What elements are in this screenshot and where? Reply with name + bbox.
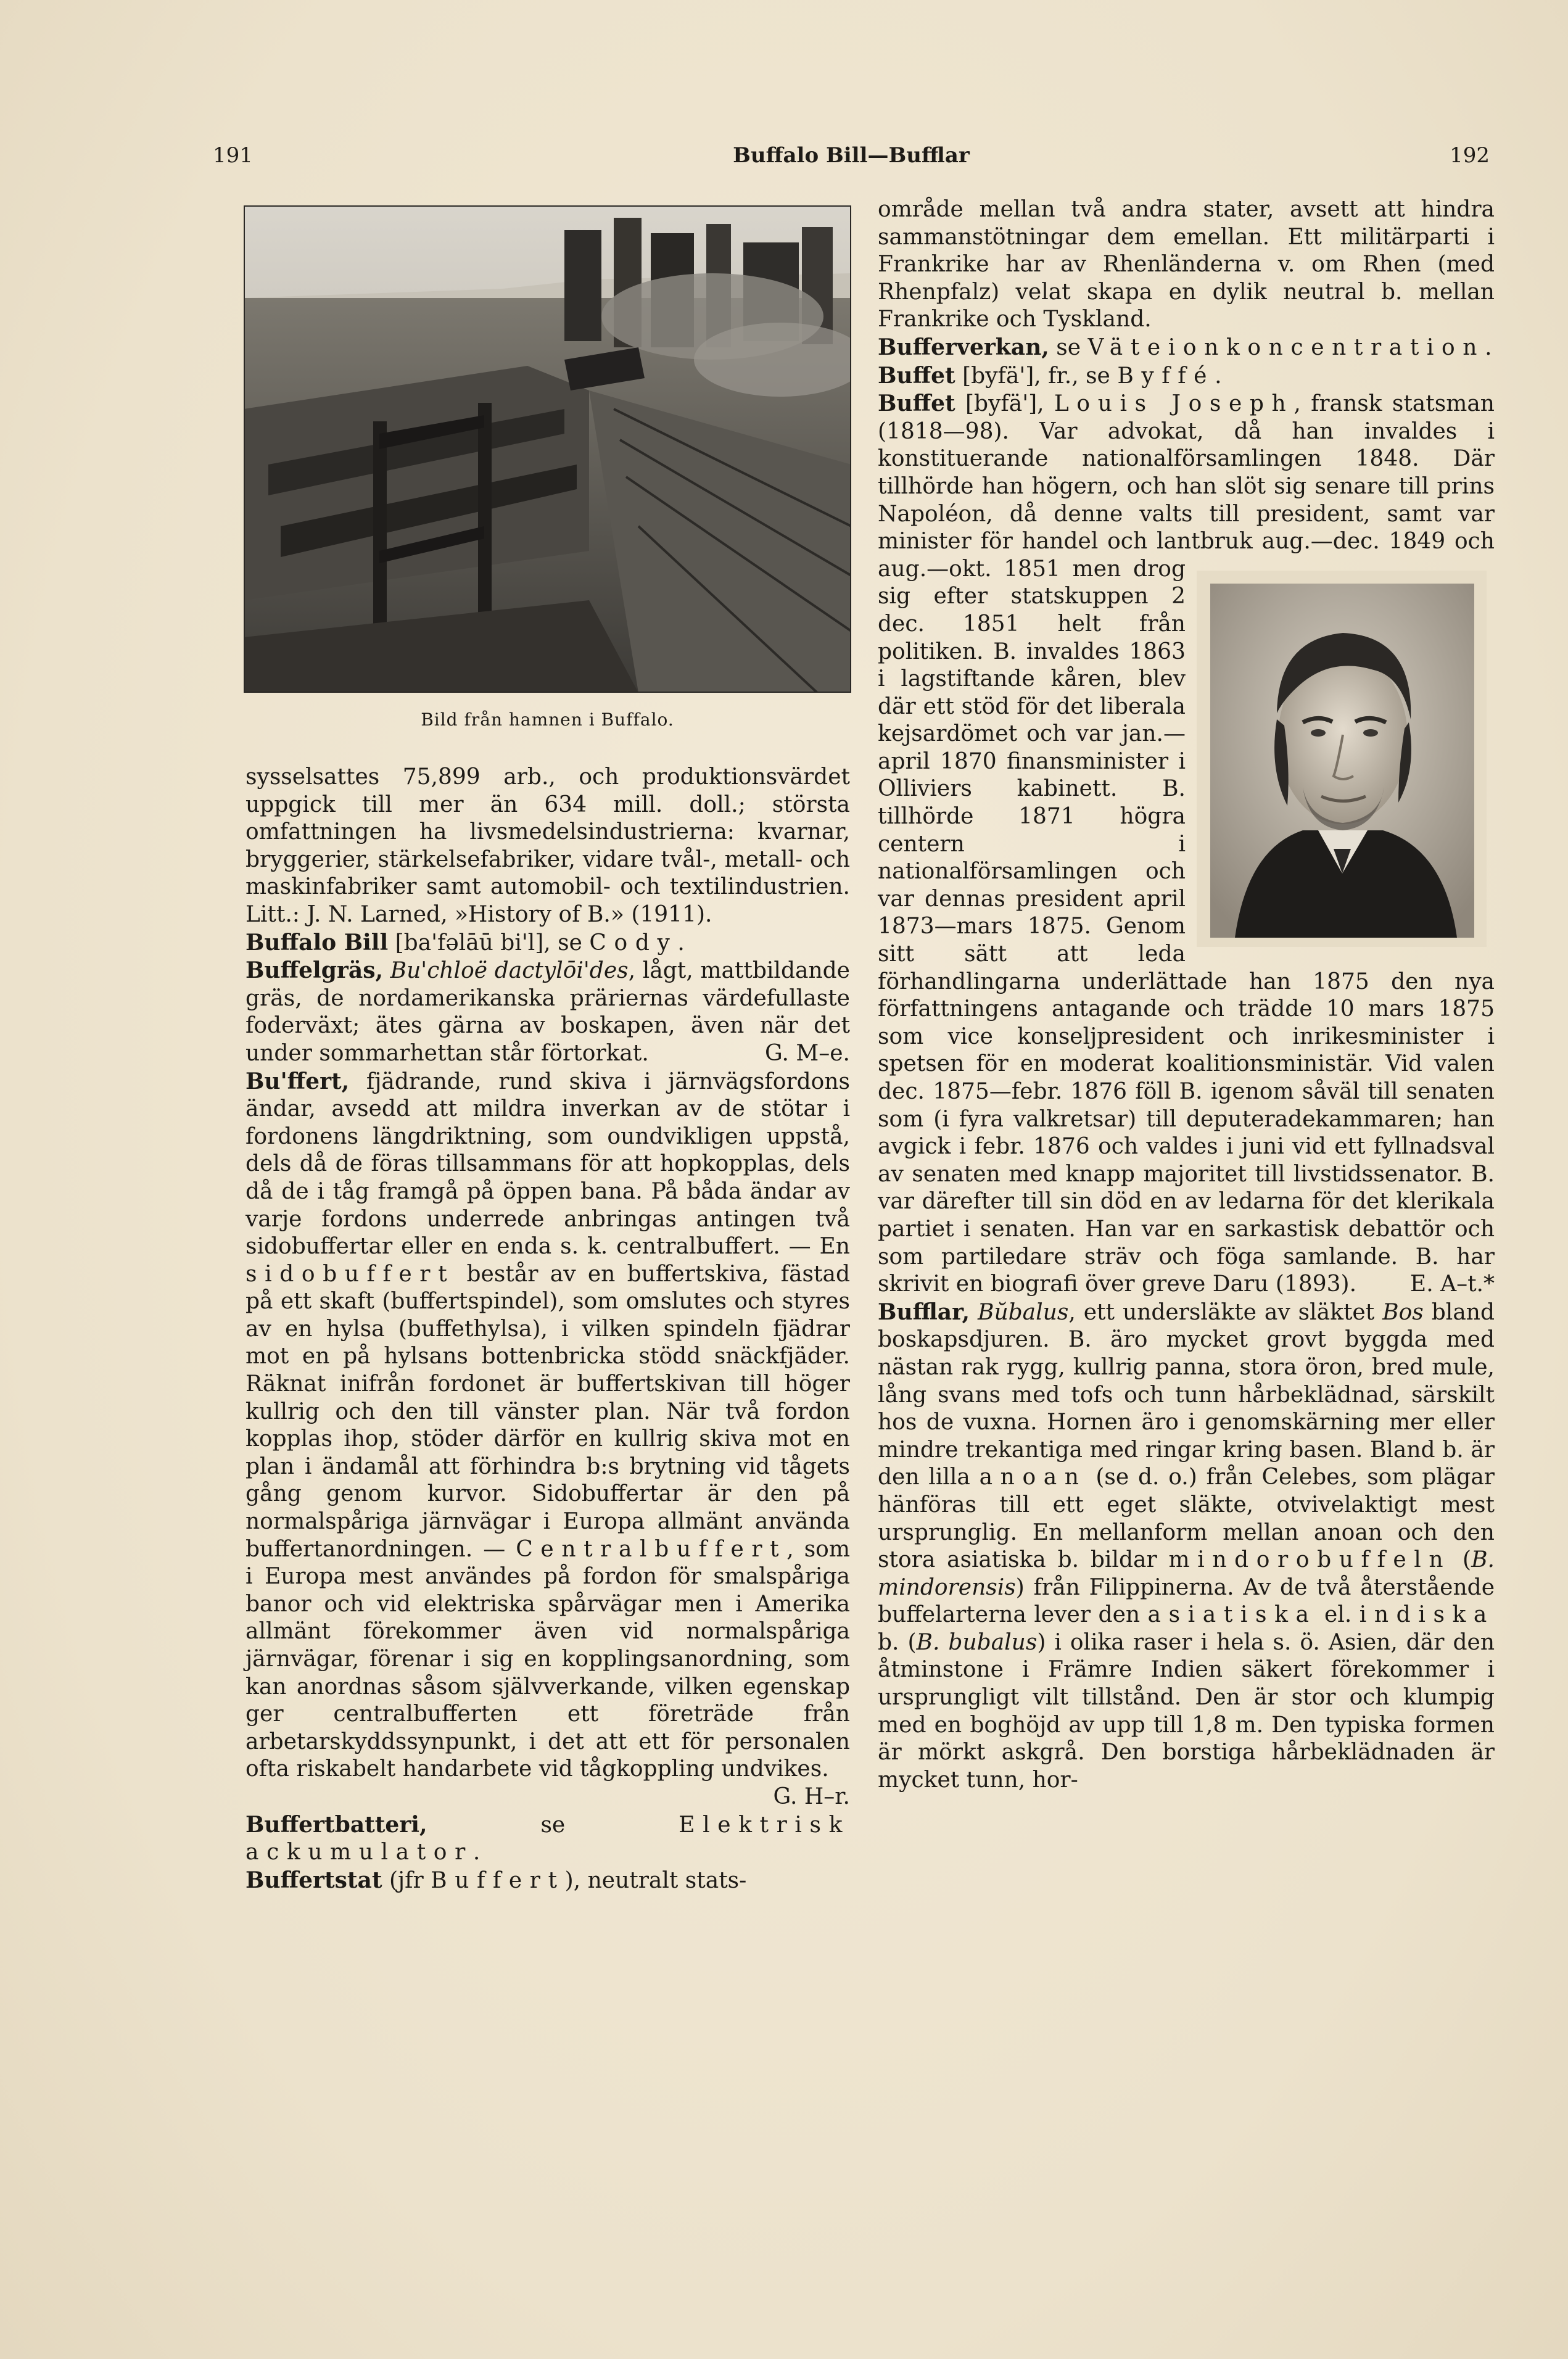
author-signature: G. M–e. (765, 1040, 850, 1066)
entry-text: [byfä'], fr., se (955, 363, 1118, 389)
entry-bufflar (878, 1299, 1495, 1795)
entry-text: . (677, 930, 685, 956)
cross-reference: Elektrisk ackumulator (246, 1812, 850, 1865)
entry-text: [ba'fəlāū bi'l], se (388, 930, 590, 956)
entry-buffert (246, 1068, 850, 1809)
entry-text: , lågt, mattbildande gräs, de nordamerikanska präriernas värdefullaste foderväxt; ätes gärna av boskapen, även när det under sommarhettan står förtorkat. (246, 958, 850, 1066)
entry-text: består av en buffertskiva, fästad på ett skaft (buffertspindel), som omslutes och styres av en hylsa (buffethylsa), i vilken spindeln fjädrar mot en på hylsans bottenbricka stödd snäckfjäder. Räknat inifrån fordonet är buffertskivan till höger kullrig och den till vänster plan. När två fordon kopplas ihop, stöder därför en kullrig skiva mot en plan i ändamål att förhindra b:s brytning vid tågets gång genom kurvor. Sidobuffertar är den på normalspåriga järnvägar i Europa allmänt använda buffertanordningen. — (246, 1261, 850, 1562)
latin-name: Bos (1382, 1299, 1424, 1325)
entry-head: Buffalo Bill (246, 929, 389, 956)
entry-head: Bufferverkan, (878, 334, 1049, 360)
page-header (213, 143, 1490, 180)
left-column (246, 764, 850, 1894)
entry-text: . (1485, 334, 1492, 360)
entry-head: Bufflar, (878, 1299, 970, 1325)
entry-text: . (472, 1840, 481, 1865)
entry-text: ) i olika raser i hela s. ö. Asien, där den åtminstone i Främre Indien säkert förekommer i ursprungligt vilt tillstånd. Den är stor och klumpig med en boghöjd av upp till 1,8 m. Den typiska formen är mörkt askgrå. Den borstiga hårbeklädnaden är mycket tunn, hor- (878, 1629, 1495, 1793)
latin-name: Bu'chloë dactylōi'des (383, 958, 629, 984)
entry-text: se (427, 1812, 679, 1838)
entry-head: Buffelgräs, (246, 957, 383, 984)
entry-head: Bu'ffert, (246, 1068, 350, 1094)
paragraph-buffalo-continued: sysselsattes 75,899 arb., och produktionsvärdet uppgick till mer än 634 mill. doll.; största omfattningen ha livsmedelsindustrierna: kvarnar, bryggerier, stärkelsefabriker, vidare tvål-, metall- och maskinfabriker samt automobil- och textilindustrien. Litt.: J. N. Larned, »History of B.» (1911). (246, 764, 850, 927)
person-name: Louis Joseph (1054, 391, 1294, 417)
entry-text: ), neutralt stats- (564, 1867, 747, 1893)
entry-text: , fransk statsman (1818—98). Var advokat, då han invaldes i konstituerande nationalförsamlingen 1848. Där tillhörde han högern, och han slöt sig senare till prins Napoléon, då denne valts till president, samt var minister för handel och lantbruk aug.—dec. 1849 och aug.—okt. 1851 men drog sig efter statskuppen 2 dec. 1851 helt från politiken. B. invaldes 1863 i lagstiftande kåren, blev där ett stöd för det liberala kejsardömet och var jan.—april 1870 finansminister i Olliviers kabinett. B. tillhörde 1871 högra centern i nationalförsamlingen och var dennas president april 1873—mars 1875. Genom sitt sätt att leda förhandlingarna underlättade han 1875 den nya författningens antagande och trädde 10 mars 1875 som vice konseljpresident och inrikesminister i spetsen för en moderat koalitionsministär. Vid valen dec. 1875—febr. 1876 föll B. igenom såväl till senaten som (i fyra valkretsar) till deputeradekammaren; han avgick i febr. 1876 och valdes i juni vid ett fyllnadsval av senaten med knapp majoritet till livstidssenator. B. var därefter till sin död en av ledarna för det klerikala partiet i senaten. Han var en sarkastisk debattör och som partiledare sträv och föga samlande. B. har skrivit en biografi över greve Daru (1893). (878, 391, 1495, 1297)
latin-name: Bŭbalus (970, 1299, 1069, 1325)
spaced-term: anoan (979, 1465, 1087, 1490)
entry-text: el. (1316, 1602, 1360, 1628)
entry-head: Buffertstat (246, 1867, 382, 1893)
entry-buffelgras (246, 957, 850, 1067)
entry-text: (jfr (382, 1867, 431, 1893)
entry-text: , som i Europa mest användes på fordon för smalspåriga banor och vid elektriska spårvägar men i Amerika allmänt förekommer även vid normalspåriga järnvägar, förenar i sig en kopplingsanordning, som kan anordnas såsom självverkande, vilken egenskap ger centralbufferten ett företräde från arbetarskyddssynpunkt, i det att ett för personalen ofta riskabelt handarbete vid tågkoppling undvikes. (246, 1536, 850, 1782)
figure-caption: Bild från hamnen i Buffalo. (421, 709, 674, 730)
entry-text: fjädrande, rund skiva i järnvägsfordons ändar, avsedd att mildra inverkan av de stötar i fordonens längdriktning, som oundvikligen uppstå, dels då de föras tillsammans för att hopkopplas, dels då de i tåg framgå på öppen bana. På båda ändar av varje fordons underrede anbringas antingen två sidobuffertar eller en enda s. k. centralbuffert. — En (246, 1068, 850, 1260)
entry-buffertbatteri (246, 1811, 850, 1867)
entry-text: se (1049, 334, 1088, 360)
spaced-term: Centralbuffert (516, 1536, 787, 1562)
cross-reference: Byffé (1117, 363, 1215, 389)
entry-head: Buffertbatteri, (246, 1811, 427, 1838)
spaced-term: asiatiska (1147, 1602, 1317, 1628)
spaced-term: mindorobuffeln (1168, 1547, 1451, 1573)
entry-buffertstat (246, 1867, 850, 1895)
entry-buffet-word (878, 362, 1495, 390)
entry-text: ( (1451, 1547, 1472, 1573)
entry-text: . (1215, 363, 1222, 389)
entry-buffet-louis-joseph (878, 390, 1495, 1299)
cross-reference: Cody (589, 930, 678, 956)
running-title: Buffalo Bill—Bufflar (733, 143, 970, 168)
paragraph-buffertstat-continued: område mellan två andra stater, avsett att hindra sammanstötningar dem emellan. Ett militärparti i Frankrike har av Rhenländerna v. om Rhen (med Rhenpfalz) velat skapa en dylik neutral b. mellan Frankrike och Tyskland. (878, 197, 1495, 333)
author-signature: G. H–r. (773, 1783, 850, 1809)
entry-text: ) från Filippinerna. Av de två återstående buffelarterna lever den (878, 1574, 1495, 1628)
buffalo-harbor-photo (244, 205, 851, 693)
spaced-term: indiska (1359, 1602, 1495, 1628)
page-number-right: 192 (1450, 143, 1490, 168)
entry-text: [byfä'], (955, 391, 1054, 417)
entry-head: Buffet (878, 390, 955, 417)
page-number-left: 191 (213, 143, 253, 168)
cross-reference: Buffert (431, 1867, 565, 1893)
author-signature: E. A–t.* (1409, 1271, 1495, 1297)
cross-reference: Väteionkoncentration (1087, 334, 1485, 360)
entry-text: b. ( (878, 1629, 917, 1655)
entry-text: (se d. o.) från Celebes, som plägar hänföras till ett eget släkte, otvivelaktigt mest ursprunglig. En mellanform mellan anoan och den stora asiatiska b. bildar (878, 1465, 1495, 1573)
right-column (878, 196, 1495, 1794)
latin-name: B. mindorensis (878, 1547, 1495, 1600)
entry-buffalo-bill (246, 929, 850, 957)
spaced-term: sidobuffert (246, 1261, 455, 1287)
entry-text: , ett undersläkte av släktet (1068, 1299, 1383, 1325)
latin-name: B. bubalus (916, 1629, 1038, 1655)
entry-text: bland boskapsdjuren. B. äro mycket grovt byggda med nästan rak rygg, kullrig panna, stora öron, bred mule, lång svans med tofs och tunn hårbeklädnad, särskilt hos de vuxna. Hornen äro i genomskärning mer eller mindre trekantiga med ringar kring basen. Bland b. är den lilla (878, 1299, 1495, 1490)
entry-head: Buffet (878, 362, 955, 389)
entry-bufferverkan (878, 334, 1495, 362)
